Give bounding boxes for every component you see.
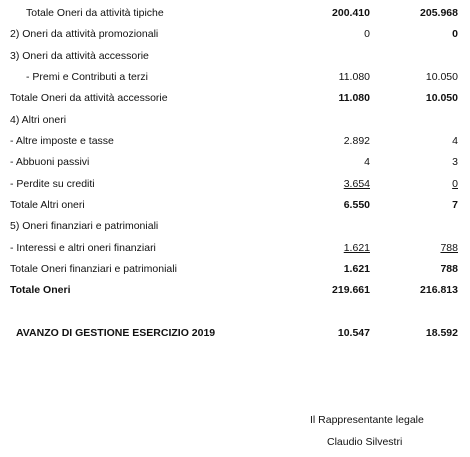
value-2019: 0 (364, 28, 370, 40)
row-label: Totale Oneri (10, 284, 71, 296)
value-2018: 7 (452, 199, 458, 211)
value-2019: 4 (364, 156, 370, 168)
value-2018: 10.050 (425, 71, 458, 83)
value-2018: 4 (452, 135, 458, 147)
value-2018: 788 (440, 242, 458, 254)
row-label: - Premi e Contributi a terzi (26, 71, 148, 83)
signature-name: Claudio Silvestri (327, 436, 403, 448)
value-2019: 219.661 (332, 284, 370, 296)
row-label: - Interessi e altri oneri finanziari (10, 242, 156, 254)
value-2018: 18.592 (425, 327, 458, 339)
value-2019: 200.410 (332, 7, 370, 19)
value-2018: 10.050 (425, 92, 458, 104)
table-row (0, 156, 470, 172)
row-label: AVANZO DI GESTIONE ESERCIZIO 2019 (16, 327, 216, 339)
value-2019: 10.547 (337, 327, 370, 339)
row-label: 4) Altri oneri (10, 114, 67, 126)
table-row (0, 92, 470, 108)
table-row (0, 178, 470, 194)
signature-role: Il Rappresentante legale (310, 414, 424, 426)
section-heading (0, 50, 470, 66)
value-2019: 11.080 (338, 71, 370, 83)
value-2019: 6.550 (343, 199, 370, 211)
total-row (0, 284, 470, 300)
row-label: Totale Oneri da attività accessorie (10, 92, 168, 104)
table-row (0, 28, 470, 44)
value-2018: 0 (452, 178, 458, 190)
table-row (0, 71, 470, 87)
value-2019: 2.892 (343, 135, 370, 147)
row-label: Totale Altri oneri (10, 199, 85, 211)
table-row (0, 263, 470, 279)
row-label: Totale Oneri finanziari e patrimoniali (10, 263, 177, 275)
row-label: - Perdite su crediti (10, 178, 95, 190)
value-2019: 1.621 (343, 263, 370, 275)
value-2018: 216.813 (420, 284, 458, 296)
value-2019: 3.654 (343, 178, 370, 190)
value-2019: 11.080 (338, 92, 370, 104)
section-heading (0, 220, 470, 236)
row-label: - Altre imposte e tasse (10, 135, 114, 147)
value-2019: 1.621 (343, 242, 370, 254)
surplus-row (0, 327, 470, 343)
table-row (0, 7, 470, 23)
row-label: Totale Oneri da attività tipiche (26, 7, 164, 19)
row-label: - Abbuoni passivi (10, 156, 90, 168)
section-heading (0, 114, 470, 130)
row-label: 2) Oneri da attività promozionali (10, 28, 159, 40)
value-2018: 788 (440, 263, 458, 275)
table-row (0, 199, 470, 215)
value-2018: 0 (452, 28, 458, 40)
row-label: 5) Oneri finanziari e patrimoniali (10, 220, 159, 232)
value-2018: 205.968 (420, 7, 458, 19)
table-row (0, 135, 470, 151)
row-label: 3) Oneri da attività accessorie (10, 50, 149, 62)
table-row (0, 242, 470, 258)
value-2018: 3 (452, 156, 458, 168)
